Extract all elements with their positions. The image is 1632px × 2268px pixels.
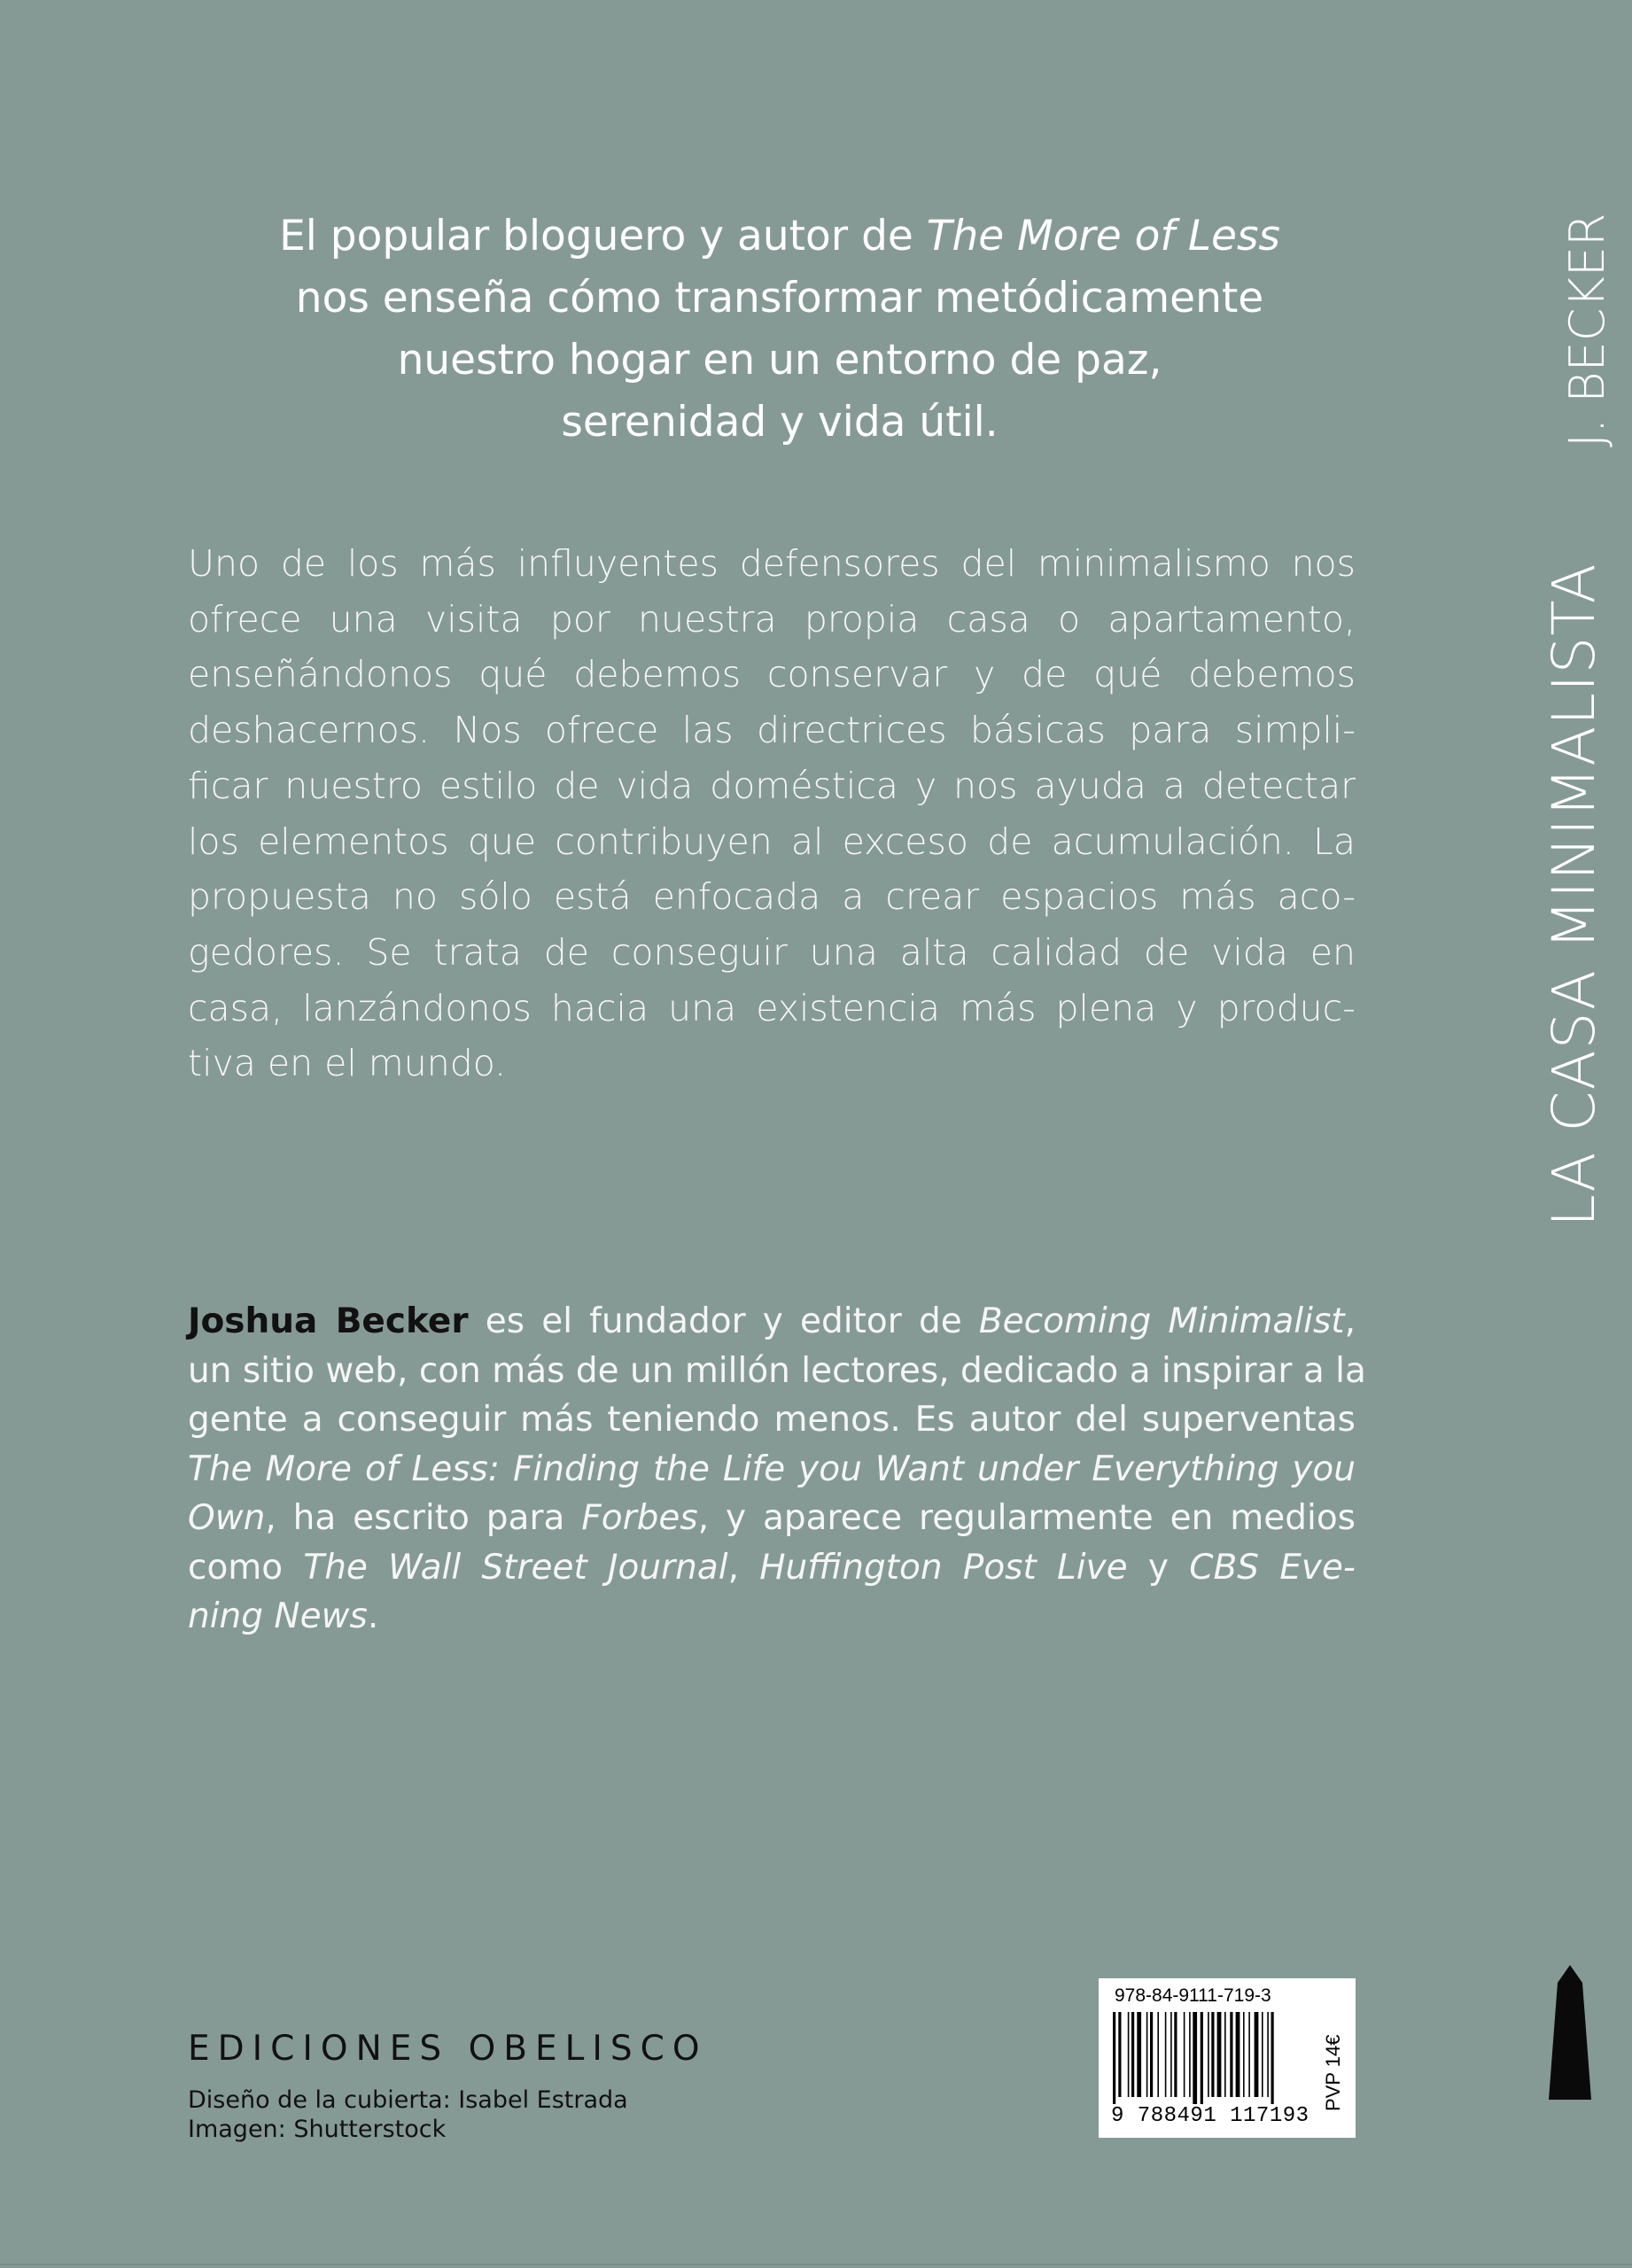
- synopsis-paragraph: [188, 536, 1356, 1091]
- bio-publication: CBS Eve-: [1189, 1547, 1356, 1588]
- tagline-line-3: nuestro hogar en un entorno de paz,: [397, 336, 1162, 384]
- synopsis-line: propuesta no sólo está enfocada a crear espacios más aco-: [188, 875, 1356, 919]
- barcode-bar: [1211, 2012, 1214, 2097]
- barcode-bar: [1113, 2012, 1115, 2104]
- synopsis-line: tiva en el mundo.: [188, 1042, 507, 1085]
- barcode-bar: [1131, 2012, 1134, 2097]
- barcode-bar: [1271, 2012, 1274, 2104]
- bio-text: , ha escrito para: [265, 1498, 582, 1538]
- barcode-bar: [1150, 2012, 1153, 2097]
- bio-website-name: Becoming Minimalist: [978, 1301, 1345, 1341]
- barcode-bar: [1224, 2012, 1226, 2097]
- author-bio: [188, 1297, 1366, 1642]
- price-label: PVP 14€: [1322, 2034, 1344, 2111]
- spine-author: J. BECKER: [1559, 213, 1615, 447]
- publisher-name: EDICIONES OBELISCO: [188, 2029, 708, 2069]
- barcode-bar: [1262, 2012, 1263, 2097]
- synopsis-line: Uno de los más influyentes defensores del minimalismo nos: [188, 542, 1356, 585]
- synopsis-line: enseñándonos qué debemos conservar y de qué debemos: [188, 653, 1356, 696]
- bio-text: ,: [1344, 1301, 1356, 1341]
- bio-book-title-end: Own: [188, 1498, 266, 1538]
- tagline-line-1: [186, 206, 1373, 268]
- bio-line-7: [188, 1592, 1356, 1642]
- barcode-bar: [1137, 2012, 1141, 2097]
- synopsis-line: ficar nuestro estilo de vida doméstica y nos ayuda a detectar: [188, 764, 1356, 807]
- synopsis-line: deshacernos. Nos ofrece las directrices básicas para simpli-: [188, 709, 1356, 752]
- bio-publication: Forbes: [581, 1498, 698, 1538]
- barcode-bar: [1255, 2012, 1259, 2097]
- barcode-bar: [1248, 2012, 1250, 2097]
- bio-publication: ning News: [188, 1596, 368, 1636]
- tagline-text: El popular bloguero y autor de: [279, 212, 927, 260]
- image-credit: Imagen: Shutterstock: [188, 2116, 447, 2143]
- spine-title: LA CASA MINIMALISTA: [1540, 563, 1608, 1227]
- barcode-bar: [1201, 2012, 1203, 2104]
- barcode-bar: [1174, 2012, 1177, 2097]
- barcode-icon: [1111, 2012, 1311, 2104]
- synopsis-line: ofrece una visita por nuestra propia casa o apartamento,: [188, 597, 1356, 641]
- barcode-bar: [1193, 2012, 1197, 2104]
- synopsis-line: casa, lanzándonos hacia una existencia más plena y produc-: [188, 986, 1356, 1029]
- bio-line-2: un sitio web, con más de un millón lectores, dedicado a inspirar a la: [188, 1350, 1366, 1391]
- page-edge-line: [0, 2264, 1632, 2265]
- bio-book-title: The More of Less: Finding the Life you Want under Everything you: [188, 1449, 1356, 1489]
- bio-text: como: [188, 1547, 304, 1588]
- tagline-line-2: nos enseña cómo transformar metódicamente: [295, 274, 1264, 322]
- bio-line-5: [188, 1494, 1356, 1543]
- barcode-bar: [1170, 2012, 1172, 2097]
- tagline-line-4: serenidad y vida útil.: [561, 398, 999, 447]
- tagline-book-title: The More of Less: [926, 212, 1280, 260]
- barcode-digits: 9 788491 117193: [1111, 2104, 1309, 2128]
- barcode-bar: [1236, 2012, 1240, 2097]
- bio-text: .: [367, 1596, 379, 1636]
- barcode-bar: [1184, 2012, 1185, 2097]
- barcode-bar: [1165, 2012, 1167, 2097]
- bio-text: , y aparece regularmente en medios: [697, 1498, 1356, 1538]
- obelisk-logo-icon: [1547, 1965, 1593, 2100]
- barcode-bar: [1267, 2012, 1269, 2097]
- isbn-number: 978-84-9111-719-3: [1115, 1985, 1271, 2006]
- bio-line-3: gente a conseguir más teniendo menos. Es autor del superventas: [188, 1400, 1356, 1440]
- barcode-bar: [1128, 2012, 1130, 2097]
- bio-text: y: [1127, 1547, 1190, 1588]
- bio-publication: The Wall Street Journal: [303, 1547, 728, 1588]
- author-name: Joshua Becker: [188, 1301, 469, 1341]
- barcode-box: [1099, 1978, 1356, 2138]
- cover-design-credit: Diseño de la cubierta: Isabel Estrada: [188, 2086, 628, 2114]
- barcode-bar: [1157, 2012, 1159, 2097]
- bio-publication: Huffington Post Live: [759, 1547, 1128, 1588]
- bio-text: ,: [727, 1547, 760, 1588]
- barcode-bar: [1230, 2012, 1232, 2097]
- bio-line-6: [188, 1543, 1356, 1593]
- barcode-bar: [1208, 2012, 1209, 2097]
- bio-text: es el fundador y editor de: [468, 1301, 979, 1341]
- barcode-bar: [1189, 2012, 1191, 2097]
- barcode-bar: [1146, 2012, 1148, 2097]
- synopsis-line: los elementos que contribuyen al exceso de acumulación. La: [188, 819, 1356, 863]
- bio-line-4: [188, 1445, 1356, 1495]
- tagline: [186, 206, 1373, 454]
- synopsis-line: gedores. Se trata de conseguir una alta calidad de vida en: [188, 930, 1356, 974]
- bio-line-1: [188, 1297, 1356, 1347]
- barcode-bar: [1118, 2012, 1121, 2097]
- barcode-bar: [1217, 2012, 1222, 2097]
- barcode-bar: [1243, 2012, 1245, 2097]
